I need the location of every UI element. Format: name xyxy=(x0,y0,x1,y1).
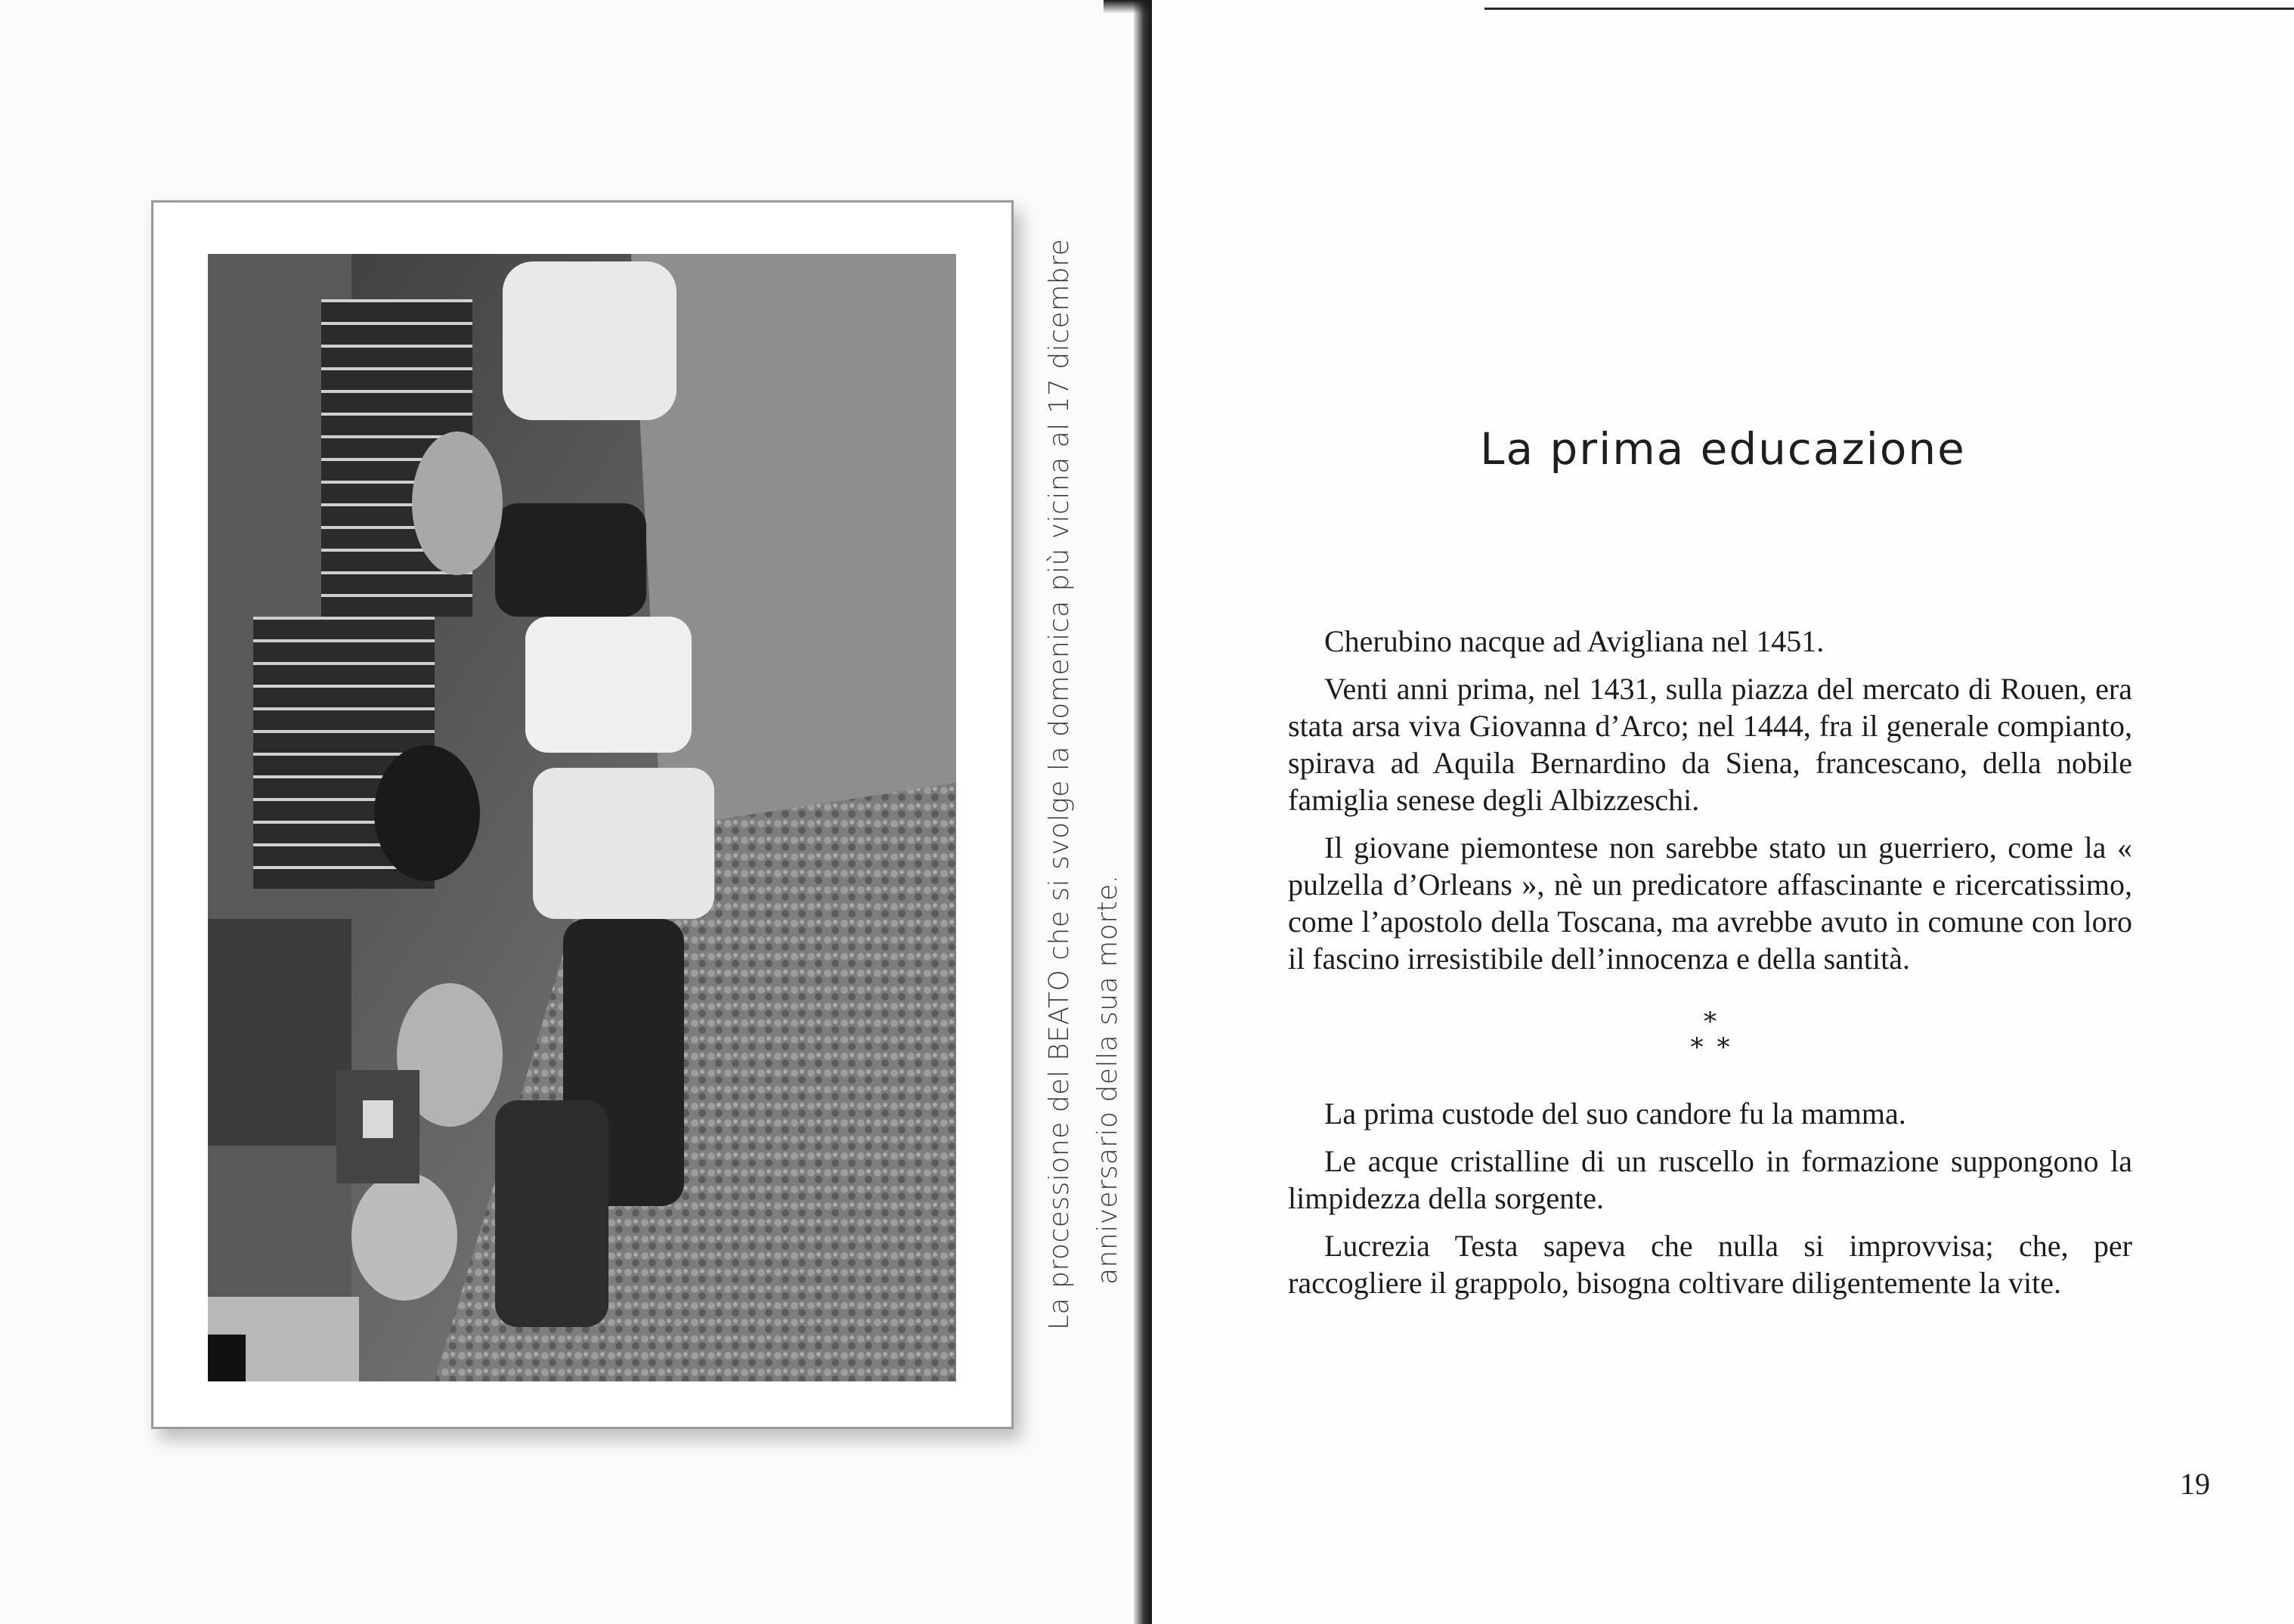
caption-line-2: anniversario della sua morte. xyxy=(1092,874,1123,1285)
photo-caption xyxy=(1036,238,1132,1330)
asterism-star-right: * xyxy=(1717,1032,1744,1063)
asterism-star-top: * xyxy=(1704,1007,1717,1037)
caption-line-1: La processione del BEATO che si svolge la domenica più vicina al 17 dicembre xyxy=(1044,238,1075,1330)
paragraph: Venti anni prima, nel 1431, sulla piazza del mercato di Rouen, era stata arsa viva Giovanna d’Arco; nel 1444, fra il generale compianto, spirava ad Aquila Bernardino da Siena, francescano, della nobile famiglia senese degli Albizzeschi. xyxy=(1288,672,2132,817)
paragraph: Cherubino nacque ad Avigliana nel 1451. xyxy=(1324,624,1825,658)
photo-frame xyxy=(151,200,1014,1429)
chapter-title: La prima educazione xyxy=(1480,423,1966,475)
paragraph: La prima custode del suo candore fu la mamma. xyxy=(1324,1097,1906,1131)
book-gutter xyxy=(1134,0,1152,1624)
paragraph: Il giovane piemontese non sarebbe stato un guerriero, come la « pulzella d’Orleans », nè un predicatore affascinante e ricercatissimo, come l’apostolo della Toscana, ma avrebbe avuto in comune con loro il fascino irresistibile dell’innocenza e della santità. xyxy=(1288,831,2132,976)
paragraph: Lucrezia Testa sapeva che nulla si improvvisa; che, per raccogliere il grappolo, bisogna coltivare diligentemente la vite. xyxy=(1288,1229,2132,1300)
procession-photo xyxy=(208,254,956,1381)
body-text xyxy=(1288,623,2132,1312)
procession-photo-illustration xyxy=(208,254,956,1381)
left-page xyxy=(0,0,1134,1624)
paragraph: Le acque cristalline di un ruscello in formazione suppongono la limpidezza della sorgente. xyxy=(1288,1144,2132,1215)
page-number: 19 xyxy=(2180,1467,2210,1501)
right-page xyxy=(1152,0,2294,1624)
asterism-divider xyxy=(1288,1007,2132,1063)
asterism-star-left: * xyxy=(1690,1032,1717,1063)
top-rule xyxy=(1484,8,2294,10)
